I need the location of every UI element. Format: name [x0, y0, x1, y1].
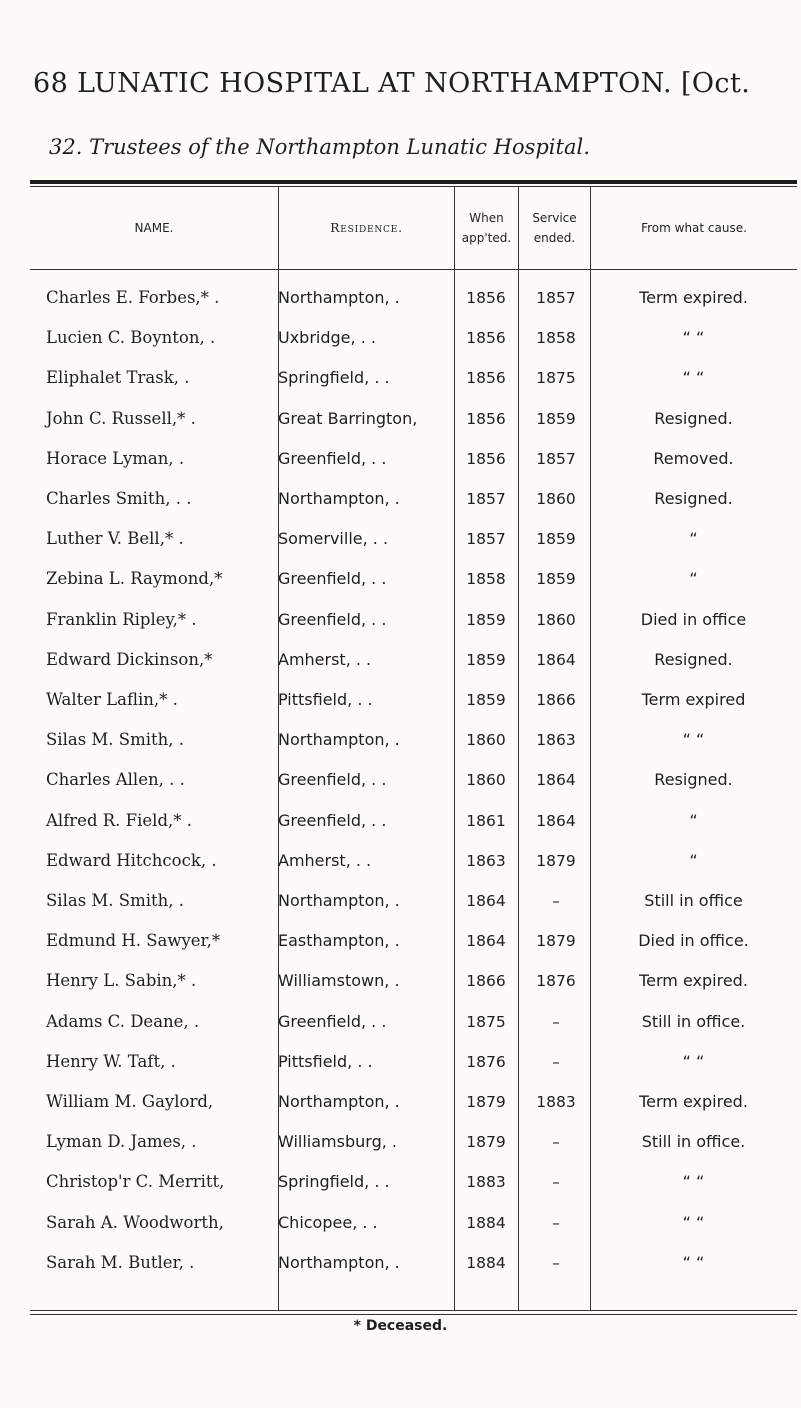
table-row: [30, 1002, 797, 1042]
residence: Greenfield, . .: [278, 609, 387, 629]
year-appointed: 1857: [466, 530, 506, 549]
table-row: [30, 680, 797, 720]
cause: Term expired.: [639, 288, 748, 307]
year-service-ended: –: [552, 1012, 560, 1031]
cause: Still in office.: [641, 1132, 746, 1152]
table-row: [30, 1082, 797, 1122]
residence: Amherst, . .: [278, 649, 372, 669]
year-service-ended: 1858: [536, 329, 576, 348]
residence: Easthampton, .: [278, 931, 400, 951]
year-service-ended: –: [552, 1253, 560, 1272]
table-number: 32.: [49, 135, 83, 159]
cause: “: [689, 810, 698, 830]
trustee-name: Edward Dickinson,*: [46, 649, 213, 669]
trustee-name: Henry W. Taft, .: [46, 1051, 176, 1071]
table-row: [30, 760, 797, 800]
table-row: [30, 640, 797, 680]
year-appointed: 1883: [466, 1173, 506, 1192]
table-row: [30, 439, 797, 479]
residence: Northampton, .: [278, 288, 400, 307]
trustee-name: William M. Gaylord,: [46, 1092, 214, 1111]
trustee-name: Silas M. Smith, .: [46, 730, 185, 750]
year-service-ended: –: [552, 1133, 560, 1152]
cause: “ “: [682, 1051, 705, 1071]
residence: Amherst, . .: [278, 850, 372, 870]
cause: Term expired.: [639, 971, 748, 991]
residence: Springfield, . .: [278, 1172, 390, 1192]
residence: Pittsfield, . .: [278, 690, 373, 709]
year-service-ended: 1875: [536, 369, 576, 388]
cause: Removed.: [653, 448, 734, 468]
residence: Great Barrington,: [278, 408, 418, 428]
year-appointed: 1856: [466, 289, 506, 307]
table-row: [30, 399, 797, 439]
trustee-name: Charles Smith, . .: [46, 489, 192, 508]
trustee-name: Adams C. Deane, .: [46, 1011, 200, 1031]
trustee-name: Silas M. Smith, .: [46, 891, 185, 910]
bottom-rule: [30, 1310, 797, 1311]
trustee-name: Sarah M. Butler, .: [46, 1252, 195, 1272]
table-row: [30, 921, 797, 961]
top-thick-rule: [30, 180, 797, 184]
cause: “ “: [682, 1172, 705, 1192]
year-service-ended: 1859: [536, 530, 576, 549]
trustee-name: Walter Laflin,* .: [46, 690, 178, 709]
table-row: [30, 1162, 797, 1202]
year-service-ended: 1863: [536, 731, 576, 750]
header-rule: [30, 269, 797, 270]
year-service-ended: –: [552, 892, 560, 910]
year-appointed: 1864: [466, 932, 506, 951]
year-service-ended: 1866: [536, 691, 576, 709]
year-appointed: 1863: [466, 851, 506, 870]
year-appointed: 1859: [466, 691, 506, 709]
residence: Northampton, .: [278, 489, 400, 508]
year-appointed: 1856: [466, 369, 506, 388]
residence: Greenfield, . .: [278, 569, 387, 589]
cause: “ “: [682, 368, 705, 388]
year-service-ended: 1879: [536, 851, 576, 870]
year-appointed: 1861: [466, 811, 506, 830]
cause: Still in office: [644, 891, 743, 910]
year-appointed: 1879: [466, 1133, 506, 1152]
top-thin-rule: [30, 186, 797, 187]
year-service-ended: 1864: [536, 650, 576, 669]
year-service-ended: 1857: [536, 449, 576, 468]
header-appointed: When app'ted.: [461, 211, 512, 245]
cause: “: [689, 850, 698, 870]
year-service-ended: 1864: [536, 811, 576, 830]
residence: Williamstown, .: [278, 971, 400, 991]
cause: “ “: [682, 730, 705, 750]
trustee-name: Sarah A. Woodworth,: [46, 1212, 224, 1232]
residence: Greenfield, . .: [278, 1011, 387, 1031]
residence: Greenfield, . .: [278, 448, 387, 468]
trustee-name: Edward Hitchcock, .: [46, 850, 217, 870]
year-service-ended: –: [552, 1173, 560, 1192]
year-service-ended: –: [552, 1052, 560, 1071]
year-appointed: 1876: [466, 1052, 506, 1071]
year-appointed: 1875: [466, 1012, 506, 1031]
year-appointed: 1856: [466, 329, 506, 348]
residence: Northampton, .: [278, 1092, 400, 1111]
year-appointed: 1860: [466, 771, 506, 790]
trustee-name: Horace Lyman, .: [46, 448, 185, 468]
trustee-name: Charles Allen, . .: [46, 770, 185, 790]
table-row: [30, 841, 797, 881]
footnote: * Deceased.: [353, 1318, 448, 1334]
cause: “ “: [682, 328, 705, 348]
year-appointed: 1859: [466, 610, 506, 629]
residence: Springfield, . .: [278, 368, 390, 388]
trustee-name: Eliphalet Trask, .: [46, 368, 190, 388]
table-row: [30, 358, 797, 398]
trustee-name: Franklin Ripley,* .: [46, 609, 197, 629]
year-service-ended: 1857: [536, 289, 576, 307]
year-service-ended: 1860: [536, 490, 576, 508]
bottom-rule-double: [30, 1314, 797, 1315]
residence: Greenfield, . .: [278, 810, 387, 830]
cause: Resigned.: [654, 489, 733, 508]
table-row: [30, 1203, 797, 1243]
cause: “ “: [682, 1252, 705, 1272]
year-appointed: 1866: [466, 972, 506, 991]
table-row: [30, 1243, 797, 1283]
residence: Uxbridge, . .: [278, 328, 376, 348]
year-appointed: 1864: [466, 892, 506, 910]
year-appointed: 1859: [466, 650, 506, 669]
year-service-ended: 1883: [536, 1093, 576, 1111]
cause: “ “: [682, 1212, 705, 1232]
cause: Died in office.: [638, 931, 749, 951]
year-appointed: 1879: [466, 1093, 506, 1111]
table-title-text: Trustees of the Northampton Lunatic Hospital.: [89, 135, 590, 159]
trustee-name: Henry L. Sabin,* .: [46, 971, 197, 991]
year-appointed: 1884: [466, 1253, 506, 1272]
running-head: 68 LUNATIC HOSPITAL AT NORTHAMPTON. [Oct.: [33, 68, 751, 99]
year-appointed: 1884: [466, 1213, 506, 1232]
year-appointed: 1858: [466, 570, 506, 589]
table-title: [49, 135, 789, 159]
cause: “: [689, 569, 698, 589]
table-row: [30, 318, 797, 358]
cause: Resigned.: [654, 770, 733, 790]
residence: Pittsfield, . .: [278, 1051, 373, 1071]
cause: Term expired.: [639, 1092, 748, 1111]
residence: Chicopee, . .: [278, 1212, 378, 1232]
year-appointed: 1856: [466, 449, 506, 468]
header-service-ended: Service ended.: [532, 211, 577, 245]
table-row: [30, 519, 797, 559]
table-row: [30, 801, 797, 841]
trustee-name: John C. Russell,* .: [46, 408, 196, 428]
table-row: [30, 720, 797, 760]
trustee-name: Charles E. Forbes,* .: [46, 288, 220, 307]
trustee-name: Christop'r C. Merritt,: [46, 1172, 225, 1192]
year-service-ended: –: [552, 1213, 560, 1232]
residence: Somerville, . .: [278, 529, 389, 549]
residence: Northampton, .: [278, 891, 400, 910]
trustee-name: Edmund H. Sawyer,*: [46, 931, 221, 951]
year-appointed: 1860: [466, 731, 506, 750]
residence: Greenfield, . .: [278, 770, 387, 790]
trustee-name: Alfred R. Field,* .: [46, 810, 192, 830]
year-service-ended: 1859: [536, 570, 576, 589]
table-row: [30, 278, 797, 318]
year-service-ended: 1860: [536, 610, 576, 629]
header-name: NAME.: [134, 221, 174, 235]
cause: “: [689, 529, 698, 549]
header-cause: From what cause.: [641, 221, 747, 235]
year-appointed: 1856: [466, 409, 506, 428]
trustee-name: Zebina L. Raymond,*: [46, 569, 223, 589]
residence: Northampton, .: [278, 1252, 400, 1272]
cause: Term expired: [641, 690, 746, 709]
year-service-ended: 1859: [536, 409, 576, 428]
cause: Resigned.: [654, 649, 733, 669]
table-row: [30, 479, 797, 519]
trustee-name: Luther V. Bell,* .: [46, 529, 184, 549]
year-service-ended: 1879: [536, 932, 576, 951]
table-row: [30, 961, 797, 1001]
header-residence: Residence.: [330, 220, 403, 235]
table-row: [30, 881, 797, 921]
table-row: [30, 1042, 797, 1082]
cause: Died in office: [640, 609, 747, 629]
table-row: [30, 600, 797, 640]
cause: Resigned.: [654, 408, 733, 428]
trustee-name: Lyman D. James, .: [46, 1132, 197, 1152]
table-row: [30, 1122, 797, 1162]
cause: Still in office.: [641, 1011, 746, 1031]
year-service-ended: 1876: [536, 972, 576, 991]
residence: Northampton, .: [278, 730, 400, 750]
table-row: [30, 559, 797, 599]
year-appointed: 1857: [466, 490, 506, 508]
residence: Williamsburg, .: [278, 1132, 397, 1152]
year-service-ended: 1864: [536, 771, 576, 790]
trustee-name: Lucien C. Boynton, .: [46, 328, 216, 348]
